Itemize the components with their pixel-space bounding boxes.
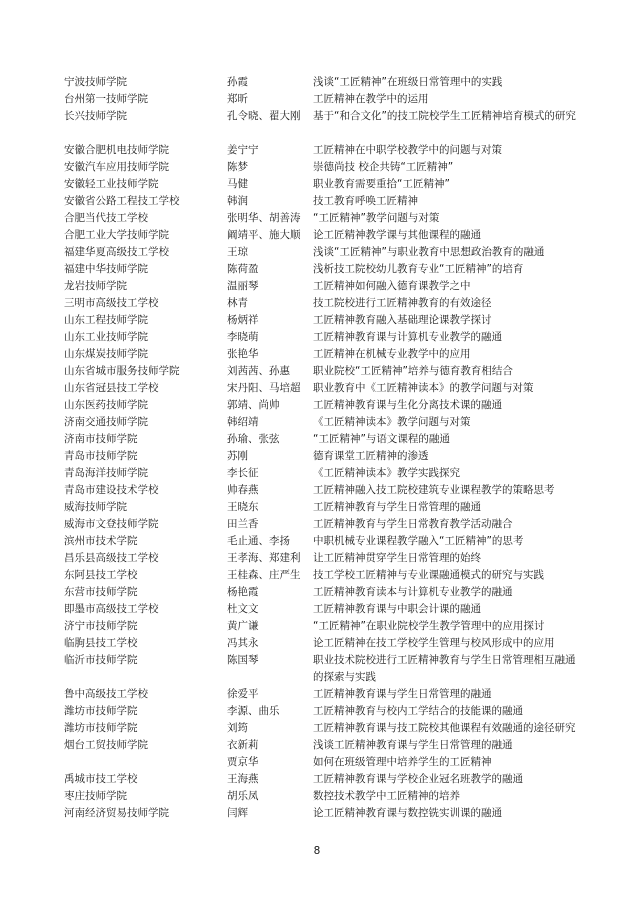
author-names: 田兰香 [227,518,259,530]
school-name: 合肥当代技工学校 [64,212,148,224]
paper-title: “工匠精神”教学问题与对策 [313,212,440,224]
school-name: 安徽省公路工程技工学校 [64,195,180,207]
school-name: 山东工程技师学院 [64,314,148,326]
author-names: 杜文文 [227,603,259,615]
paper-title: 职业教育中《工匠精神读本》的教学问题与对策 [313,382,534,394]
author-names: 刘筠 [227,722,248,734]
author-names: 韩润 [227,195,248,207]
author-names: 陈国琴 [227,654,259,666]
school-name: 安徽合肥机电技师学院 [64,144,169,156]
paper-title: 职业院校“工匠精神”培养与德育教育相结合 [313,365,513,377]
author-names: 王海燕 [227,773,259,785]
paper-title: 数控技术教学中工匠精神的培养 [313,790,460,802]
school-name: 龙岩技师学院 [64,280,127,292]
author-names: 杨炳祥 [227,314,259,326]
paper-title: 中职机械专业课程教学融入“工匠精神”的思考 [313,535,524,547]
school-name: 威海市文登技师学院 [64,518,159,530]
author-names: 郑昕 [227,93,248,105]
school-name: 东阿县技工学校 [64,569,138,581]
author-names: 温丽琴 [227,280,259,292]
paper-title: 浅谈工匠精神教育课与学生日常管理的融通 [313,739,513,751]
paper-title: 工匠精神在中职学校教学中的问题与对策 [313,144,502,156]
paper-title: 浅析技工院校幼儿教育专业“工匠精神”的培育 [313,263,524,275]
author-names: 马健 [227,178,248,190]
author-names: 张明华、胡善涛 [227,212,301,224]
school-name: 东营市技师学院 [64,586,138,598]
paper-title: 论工匠精神在技工学校学生管理与校风形成中的应用 [313,637,555,649]
paper-title: 论工匠精神教育课与数控铣实训课的融通 [313,807,502,819]
paper-title: 工匠精神教育课与生化分离技术课的融通 [313,399,502,411]
paper-title: 技工学校工匠精神与专业课融通模式的研究与实践 [313,569,544,581]
author-names: 黄广谦 [227,620,259,632]
school-name: 鲁中高级技工学校 [64,688,148,700]
author-names: 王桂森、庄严生 [227,569,301,581]
school-name: 山东煤炭技师学院 [64,348,148,360]
author-names: 陈荷盈 [227,263,259,275]
school-name: 潍坊市技师学院 [64,722,138,734]
school-name: 即墨市高级技工学校 [64,603,159,615]
school-name: 滨州市技术学院 [64,535,138,547]
paper-title: 工匠精神教育课与学生日常管理的融通 [313,688,492,700]
paper-title: 崇德尚技 校企共铸“工匠精神” [313,161,454,173]
paper-title: 工匠精神教育与校内工学结合的技能课的融通 [313,705,523,717]
author-names: 李晓萌 [227,331,259,343]
author-names: 帅春燕 [227,484,259,496]
paper-title: 如何在班级管理中培养学生的工匠精神 [313,756,492,768]
paper-title: 《工匠精神读本》教学问题与对策 [313,416,471,428]
paper-title: 让工匠精神贯穿学生日常管理的始终 [313,552,481,564]
school-name: 禹城市技工学校 [64,773,138,785]
paper-title: 工匠精神教育课与技工院校其他课程有效融通的途径研究 [313,722,576,734]
paper-title: “工匠精神”与语文课程的融通 [313,433,450,445]
paper-title: 工匠精神融入技工院校建筑专业课程教学的策略思考 [313,484,555,496]
author-names: 阚靖平、施大顺 [227,229,301,241]
school-name: 青岛海洋技师学院 [64,467,148,479]
school-name: 山东医药技师学院 [64,399,148,411]
school-name: 烟台工贸技师学院 [64,739,148,751]
paper-title: “工匠精神”在职业院校学生教学管理中的应用探讨 [313,620,545,632]
school-name: 临沂市技师学院 [64,654,138,666]
school-name: 合肥工业大学技师学院 [64,229,169,241]
paper-title: 论工匠精神教学课与其他课程的融通 [313,229,481,241]
school-name: 宁波技师学院 [64,76,127,88]
paper-title: 基于“和合文化”的技工院校学生工匠精神培育模式的研究 [313,110,576,122]
school-name: 威海技师学院 [64,501,127,513]
paper-title: 工匠精神教育课与中职会计课的融通 [313,603,481,615]
author-names: 韩绍靖 [227,416,259,428]
school-name: 安徽轻工业技师学院 [64,178,159,190]
author-names: 郭靖、尚帅 [227,399,280,411]
paper-title: 浅谈“工匠精神”在班级日常管理中的实践 [313,76,503,88]
paper-title: 工匠精神教育融入基础理论课教学探讨 [313,314,492,326]
paper-title: 工匠精神在机械专业教学中的应用 [313,348,471,360]
author-names: 杨艳霞 [227,586,259,598]
school-name: 福建华夏高级技工学校 [64,246,169,258]
author-names: 姜宁宁 [227,144,259,156]
author-names: 林青 [227,297,248,309]
author-names: 陈梦 [227,161,248,173]
author-names: 贾京华 [227,756,259,768]
author-names: 毛止通、李扬 [227,535,290,547]
author-names: 衣新莉 [227,739,259,751]
author-names: 孙瑜、张弦 [227,433,280,445]
author-names: 李源、曲乐 [227,705,280,717]
school-name: 台州第一技师学院 [64,93,148,105]
paper-title: 工匠精神教育课与计算机专业教学的融通 [313,331,502,343]
author-names: 宋丹阳、马培超 [227,382,301,394]
author-names: 孙霞 [227,76,248,88]
paper-title: 工匠精神教育与学生日常管理的融通 [313,501,481,513]
school-name: 山东省城市服务技师学院 [64,365,180,377]
paper-title: 工匠精神如何融入德育课教学之中 [313,280,471,292]
school-name: 安徽汽车应用技师学院 [64,161,169,173]
author-names: 苏刚 [227,450,248,462]
author-names: 徐爱平 [227,688,259,700]
paper-title: 工匠精神教育与学生日常教育教学活动融合 [313,518,513,530]
school-name: 三明市高级技工学校 [64,297,159,309]
paper-title: 工匠精神在教学中的运用 [313,93,429,105]
school-name: 潍坊市技师学院 [64,705,138,717]
paper-title: 技工教育呼唤工匠精神 [313,195,418,207]
school-name: 青岛市建设技术学校 [64,484,159,496]
author-names: 孔令晓、翟大刚 [227,110,301,122]
paper-title: 浅谈“工匠精神”与职业教育中思想政治教育的融通 [313,246,545,258]
paper-title: 工匠精神教育课与学校企业冠名班教学的融通 [313,773,523,785]
school-name: 枣庄技师学院 [64,790,127,802]
school-name: 长兴技师学院 [64,110,127,122]
school-name: 临朐县技工学校 [64,637,138,649]
author-names: 王孝海、郑建利 [227,552,301,564]
school-name: 青岛市技师学院 [64,450,138,462]
author-names: 王晓东 [227,501,259,513]
paper-title: 职业教育需要重拾“工匠精神” [313,178,450,190]
paper-title: 德育课堂工匠精神的渗透 [313,450,429,462]
author-names: 王琼 [227,246,248,258]
paper-title: 《工匠精神读本》教学实践探究 [313,467,460,479]
school-name: 昌乐县高级技工学校 [64,552,159,564]
school-name: 山东省冠县技工学校 [64,382,159,394]
paper-title: 技工院校进行工匠精神教育的有效途径 [313,297,492,309]
author-names: 刘茜茜、孙惠 [227,365,290,377]
author-names: 闫辉 [227,807,248,819]
school-name: 福建中华技师学院 [64,263,148,275]
author-names: 张艳华 [227,348,259,360]
school-name: 济南市技师学院 [64,433,138,445]
school-name: 山东工业技师学院 [64,331,148,343]
page-number: 8 [313,845,321,857]
author-names: 胡乐凤 [227,790,259,802]
author-names: 李长征 [227,467,259,479]
school-name: 河南经济贸易技师学院 [64,807,169,819]
paper-title: 工匠精神教育读本与计算机专业教学的融通 [313,586,513,598]
school-name: 济南交通技师学院 [64,416,148,428]
paper-title: 职业技术院校进行工匠精神教育与学生日常管理相互融通的探索与实践 [313,654,576,683]
author-names: 冯其永 [227,637,259,649]
school-name: 济宁市技师学院 [64,620,138,632]
